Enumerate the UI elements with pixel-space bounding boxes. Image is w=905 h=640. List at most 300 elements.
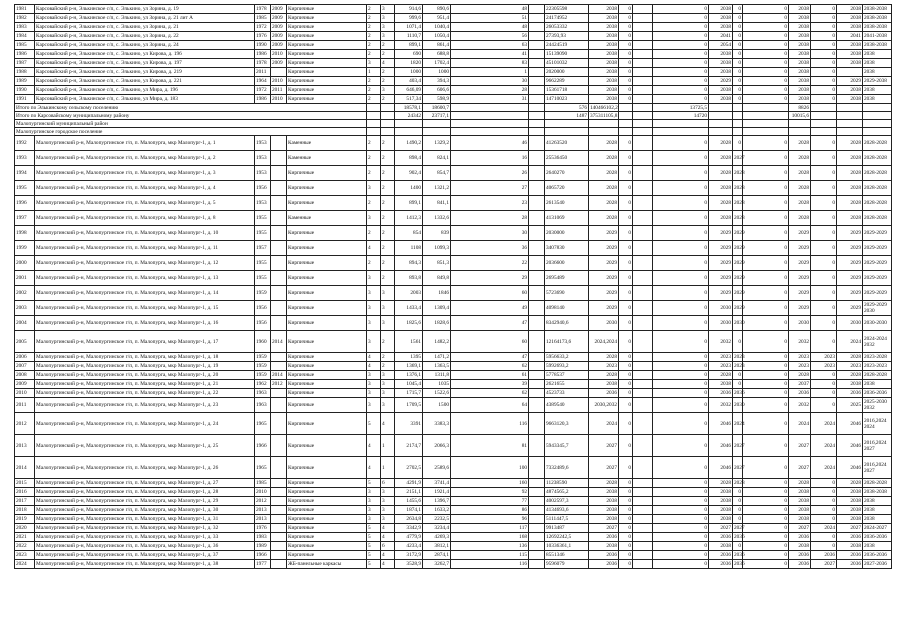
table-cell: 0 xyxy=(653,353,709,362)
table-cell xyxy=(633,331,653,353)
table-cell: 2027 xyxy=(709,524,733,533)
table-cell: 2029 xyxy=(709,286,733,301)
table-cell: Малопургинский р-н, Малопургинское г/п, п. Малопурга, мкр Малопург-1, д. 20 xyxy=(35,371,255,380)
table-cell: 2028 xyxy=(709,181,733,196)
table-cell: Кирпичные xyxy=(287,524,367,533)
table-cell: 2009 xyxy=(271,23,287,32)
table-cell: Кирпичные xyxy=(287,68,367,77)
table-cell xyxy=(395,128,423,136)
table-cell: 2029 xyxy=(789,241,811,256)
table-cell: 1962 xyxy=(255,380,271,389)
table-cell: 2028 xyxy=(589,166,619,181)
table-cell: 1110,7 xyxy=(395,32,423,41)
table-cell: 2038 xyxy=(589,5,619,14)
table-cell: 2029-2029 xyxy=(863,271,892,286)
table-cell: 2024 xyxy=(811,524,837,533)
table-cell: 2028 xyxy=(589,151,619,166)
table-cell xyxy=(271,226,287,241)
table-cell: Малопургинский р-н, Малопургинское г/п, п. Малопурга, мкр Малопург-1, д. 24 xyxy=(35,413,255,435)
table-cell: 0 xyxy=(743,457,789,479)
table-cell: 2010 xyxy=(271,95,287,104)
table-cell: 0 xyxy=(619,398,633,413)
table-cell: 81 xyxy=(451,435,529,457)
table-cell: 14710023 xyxy=(545,95,589,104)
table-cell: 16 xyxy=(451,151,529,166)
table-cell: 861,4 xyxy=(423,41,451,50)
table-cell: 2038 xyxy=(589,488,619,497)
table-cell: 0 xyxy=(811,506,837,515)
table-cell: 1490,2 xyxy=(395,136,423,151)
table-cell: 3 xyxy=(381,23,395,32)
table-cell: Каменные xyxy=(287,211,367,226)
table-cell: 2038 xyxy=(863,542,892,551)
table-cell xyxy=(529,533,545,542)
table-cell: 598,9 xyxy=(423,95,451,104)
table-cell: 688,8 xyxy=(423,50,451,59)
table-cell xyxy=(811,120,837,128)
table-cell: 0 xyxy=(653,506,709,515)
table-cell: 0 xyxy=(619,86,633,95)
table-row xyxy=(15,256,892,271)
table-cell: 1921,4 xyxy=(423,488,451,497)
table-cell xyxy=(529,515,545,524)
table-cell: 1956 xyxy=(255,301,271,316)
table-cell: 394,3 xyxy=(423,77,451,86)
table-cell: 2174,7 xyxy=(395,435,423,457)
table-cell: 12692242,5 xyxy=(545,533,589,542)
table-cell: 2038 xyxy=(589,59,619,68)
table-cell xyxy=(529,41,545,50)
table-cell xyxy=(633,166,653,181)
table-cell xyxy=(837,128,863,136)
table-cell: 0 xyxy=(743,256,789,271)
table-cell xyxy=(633,50,653,59)
table-cell: 2024-2027 xyxy=(863,524,892,533)
table-cell: 4523733 xyxy=(545,389,589,398)
table-cell xyxy=(633,389,653,398)
table-cell xyxy=(837,120,863,128)
table-cell: 23717,1 xyxy=(423,112,451,120)
table-cell xyxy=(633,151,653,166)
table-cell: 1633,2 xyxy=(423,506,451,515)
table-cell: 0 xyxy=(811,479,837,488)
table-cell: Кирпичные xyxy=(287,23,367,32)
table-cell: 1986 xyxy=(15,50,35,59)
table-cell: 2021 xyxy=(15,533,35,542)
table-cell: 0 xyxy=(619,560,633,569)
table-cell: 0 xyxy=(743,398,789,413)
table-row xyxy=(15,136,892,151)
table-cell: 2012 xyxy=(271,380,287,389)
table-cell: 0 xyxy=(811,497,837,506)
table-cell: 2028 xyxy=(837,479,863,488)
table-cell xyxy=(271,551,287,560)
table-cell: 3 xyxy=(381,398,395,413)
table-cell: 2038 xyxy=(589,497,619,506)
table-cell: 2038 xyxy=(709,50,733,59)
table-cell: 1987 xyxy=(15,59,35,68)
table-cell: 2 xyxy=(381,196,395,211)
table-cell: 2036 xyxy=(837,560,863,569)
table-cell: 2028 xyxy=(837,353,863,362)
table-cell: 0 xyxy=(743,560,789,569)
table-cell: 1965 xyxy=(255,413,271,435)
table-cell xyxy=(529,398,545,413)
table-cell: 0 xyxy=(743,435,789,457)
table-cell: Кирпичные xyxy=(287,542,367,551)
table-cell: Итого по Элькинскому сельскому поселению xyxy=(15,104,367,112)
table-cell: 1045,4 xyxy=(395,380,423,389)
table-cell: Малопургинский р-н, Малопургинское г/п, п. Малопурга, мкр Малопург-1, д. 18 xyxy=(35,353,255,362)
table-cell xyxy=(423,128,451,136)
table-cell: 2038 xyxy=(589,14,619,23)
table-cell: 2 xyxy=(381,256,395,271)
table-cell: 2013 xyxy=(255,506,271,515)
table-cell: 2028 xyxy=(733,166,743,181)
table-cell: 2009 xyxy=(271,14,287,23)
table-cell: 0 xyxy=(653,151,709,166)
table-row xyxy=(15,151,892,166)
table-cell: 0 xyxy=(743,241,789,256)
table-cell: 2029 xyxy=(837,301,863,316)
table-cell xyxy=(381,104,395,112)
table-cell: 2 xyxy=(367,41,381,50)
table-cell: 30 xyxy=(451,226,529,241)
table-cell: 517,34 xyxy=(395,95,423,104)
table-cell: 0 xyxy=(619,68,633,77)
table-cell: 0 xyxy=(619,50,633,59)
table-cell: Карсовайский р-н, Элькинское с/п, с. Элькино, ул Зорина, д. 21 лит А xyxy=(35,14,255,23)
table-cell: 2 xyxy=(381,271,395,286)
table-cell: 0 xyxy=(619,488,633,497)
table-cell: 2030,2032 xyxy=(589,398,619,413)
table-cell: 45101032 xyxy=(545,59,589,68)
table-cell: 1482,2 xyxy=(423,331,451,353)
table-cell xyxy=(633,14,653,23)
table-cell: 3 xyxy=(367,389,381,398)
table-cell: 0 xyxy=(743,77,789,86)
table-cell xyxy=(529,32,545,41)
table-cell: 2046 xyxy=(837,413,863,435)
table-cell: Кирпичные xyxy=(287,14,367,23)
table-cell: 2028 xyxy=(709,166,733,181)
table-cell: Кирпичные xyxy=(287,95,367,104)
table-cell: 3 xyxy=(381,86,395,95)
table-cell xyxy=(395,120,423,128)
table-cell: 2038 xyxy=(589,95,619,104)
table-cell: 0 xyxy=(811,95,837,104)
table-cell: Малопургинский р-н, Малопургинское г/п, п. Малопурга, мкр Малопург-1, д. 10 xyxy=(35,226,255,241)
table-cell: 1985 xyxy=(255,479,271,488)
table-cell xyxy=(633,271,653,286)
table-row xyxy=(15,479,892,488)
table-row xyxy=(15,77,892,86)
table-cell: 0 xyxy=(653,23,709,32)
table-cell: 0 xyxy=(811,488,837,497)
table-row xyxy=(15,435,892,457)
table-cell xyxy=(619,112,633,120)
table-cell xyxy=(271,398,287,413)
table-cell: 2023 xyxy=(734,354,745,360)
table-cell: 1000 xyxy=(423,68,451,77)
table-cell xyxy=(529,68,545,77)
table-cell xyxy=(381,128,395,136)
table-cell: 2038-2038 xyxy=(863,488,892,497)
table-cell: 4 xyxy=(381,533,395,542)
table-cell: 3 xyxy=(367,380,381,389)
table-cell: 2036 xyxy=(589,551,619,560)
table-cell: 2 xyxy=(381,166,395,181)
table-cell xyxy=(545,128,589,136)
table-cell: 0 xyxy=(619,457,633,479)
table-cell: 0 xyxy=(733,488,743,497)
table-cell: 1433,4 xyxy=(395,301,423,316)
table-cell: Малопургинский р-н, Малопургинское г/п, п. Малопурга, мкр Малопург-1, д. 26 xyxy=(35,457,255,479)
table-cell: Малопургинский р-н, Малопургинское г/п, п. Малопурга, мкр Малопург-1, д. 2 xyxy=(35,151,255,166)
table-cell: 2029 xyxy=(589,226,619,241)
table-cell: 2 xyxy=(367,86,381,95)
table-cell: 4 xyxy=(381,551,395,560)
table-cell xyxy=(529,196,545,211)
table-cell: 2702,5 xyxy=(395,457,423,479)
table-cell: 9596079 xyxy=(545,560,589,569)
table-cell: 2038 xyxy=(789,77,811,86)
table-cell: 22 xyxy=(451,256,529,271)
table-cell: 0 xyxy=(743,515,789,524)
table-cell: 11238590 xyxy=(545,479,589,488)
table-cell: 5 xyxy=(367,533,381,542)
table-cell: 576 xyxy=(545,104,589,112)
table-cell: 2020000 xyxy=(545,68,589,77)
table-cell: 2 xyxy=(381,41,395,50)
table-cell: 690 xyxy=(395,50,423,59)
table-cell: 2038 xyxy=(709,497,733,506)
table-cell: 0 xyxy=(653,497,709,506)
table-cell xyxy=(633,371,653,380)
table-cell xyxy=(529,506,545,515)
table-cell xyxy=(529,112,545,120)
table-cell: 2027 xyxy=(789,457,811,479)
table-cell: Кирпичные xyxy=(287,398,367,413)
table-cell: 2028 xyxy=(709,211,733,226)
table-cell: 1953 xyxy=(255,136,271,151)
table-cell: 0 xyxy=(653,181,709,196)
table-cell: 2038 xyxy=(789,506,811,515)
table-cell xyxy=(633,196,653,211)
table-cell xyxy=(633,286,653,301)
table-cell: 2029 xyxy=(709,226,733,241)
table-cell: 1998 xyxy=(15,226,35,241)
table-row xyxy=(15,181,892,196)
table-row xyxy=(15,32,892,41)
table-cell: 1820 xyxy=(395,59,423,68)
table-cell: 0 xyxy=(619,542,633,551)
table-cell: 2016,2024 2027 xyxy=(863,457,892,479)
table-cell: 5778537 xyxy=(545,371,589,380)
table-cell: 2008 xyxy=(15,371,35,380)
table-cell: 1986 xyxy=(255,95,271,104)
table-cell: 2036 xyxy=(837,551,863,560)
table-cell xyxy=(589,120,619,128)
table-cell: 1376,1 xyxy=(395,371,423,380)
table-cell: 2020 xyxy=(15,524,35,533)
document-page xyxy=(14,4,891,569)
table-cell: 2038 xyxy=(589,68,619,77)
table-cell: 3 xyxy=(381,506,395,515)
table-cell xyxy=(709,112,733,120)
table-cell: 1956 xyxy=(255,181,271,196)
table-cell: 4779,9 xyxy=(395,533,423,542)
table-cell: 2038 xyxy=(709,68,733,77)
table-cell: 0 xyxy=(743,479,789,488)
table-cell: 1 xyxy=(381,457,395,479)
table-cell: 0 xyxy=(733,50,743,59)
table-cell: Малопургинский р-н, Малопургинское г/п, п. Малопурга, мкр Малопург-1, д. 1 xyxy=(35,136,255,151)
table-cell: 3391 xyxy=(395,413,423,435)
table-cell: 2010 xyxy=(15,389,35,398)
table-cell: 0 xyxy=(653,380,709,389)
table-cell: 1395 xyxy=(395,353,423,362)
table-cell: 2029-2029 2030 xyxy=(863,301,892,316)
table-cell: 2010 xyxy=(271,50,287,59)
table-cell: 0 xyxy=(653,32,709,41)
table-cell: 2038 xyxy=(789,59,811,68)
table-cell xyxy=(653,128,709,136)
table-cell: 0 xyxy=(653,371,709,380)
table-cell: 0 xyxy=(619,413,633,435)
table-cell: 2028 xyxy=(589,371,619,380)
table-cell: 2036 xyxy=(709,389,733,398)
table-cell: 2029-2029 xyxy=(863,226,892,241)
table-cell: 2066,3 xyxy=(423,435,451,457)
table-cell xyxy=(589,128,619,136)
table-row xyxy=(15,86,892,95)
table-cell: 0 xyxy=(653,59,709,68)
table-cell xyxy=(633,457,653,479)
table-cell: 893,8 xyxy=(395,271,423,286)
table-cell: 2010 xyxy=(255,488,271,497)
table-cell: 0 xyxy=(619,479,633,488)
table-cell: 0 xyxy=(619,435,633,457)
table-cell: 5 xyxy=(367,479,381,488)
table-cell: 0 xyxy=(811,241,837,256)
table-cell xyxy=(451,120,529,128)
table-cell: 2038 xyxy=(589,86,619,95)
table-cell xyxy=(619,128,633,136)
table-cell: 0 xyxy=(733,497,743,506)
table-cell: 0 xyxy=(653,560,709,569)
table-cell: 2038 xyxy=(789,5,811,14)
table-cell: 2029-2029 xyxy=(863,286,892,301)
table-cell: 2041-2038 xyxy=(863,32,892,41)
table-cell: 1 xyxy=(451,68,529,77)
table-cell: 2038 xyxy=(863,50,892,59)
table-cell: Кирпичные xyxy=(287,551,367,560)
table-cell xyxy=(381,120,395,128)
table-cell xyxy=(529,23,545,32)
table-cell xyxy=(529,389,545,398)
table-cell: 2024 xyxy=(733,413,743,435)
table-cell: 0 xyxy=(619,41,633,50)
table-cell: 0 xyxy=(811,226,837,241)
table-cell: 1986 xyxy=(255,50,271,59)
table-cell xyxy=(619,104,633,112)
table-cell: 3383,3 xyxy=(423,413,451,435)
table-cell: Кирпичные xyxy=(287,435,367,457)
table-cell: 2023 xyxy=(811,353,837,362)
table-cell: 899,1 xyxy=(395,41,423,50)
table-cell: 13725,5 xyxy=(653,104,709,112)
table-cell: 2023 xyxy=(709,353,733,362)
table-cell: 2028 xyxy=(837,371,863,380)
table-cell: 0 xyxy=(743,497,789,506)
table-cell: 2038 xyxy=(837,506,863,515)
table-cell: 0 xyxy=(743,95,789,104)
table-row xyxy=(15,331,892,353)
table-cell: 1099,3 xyxy=(423,241,451,256)
table-cell: 0 xyxy=(653,533,709,542)
table-cell: 2028-2028 xyxy=(863,211,892,226)
table-cell: 1363,5 xyxy=(423,362,451,371)
table-cell: 0 xyxy=(733,23,743,32)
table-cell: 2024 xyxy=(811,457,837,479)
table-cell: 2029 xyxy=(733,301,743,316)
table-cell: 5956633,2 xyxy=(545,353,589,362)
table-cell: 46 xyxy=(451,136,529,151)
table-cell xyxy=(811,104,837,112)
table-cell: 0 xyxy=(619,181,633,196)
table-cell: 18600,7 xyxy=(423,104,451,112)
table-cell: 2041 xyxy=(709,32,733,41)
table-cell: 0 xyxy=(619,515,633,524)
table-row xyxy=(15,271,892,286)
table-cell: 2024-2024 2032 xyxy=(863,331,892,353)
table-cell: 1487 xyxy=(545,112,589,120)
table-cell: 0 xyxy=(811,5,837,14)
table-cell: 2 xyxy=(367,32,381,41)
table-cell xyxy=(633,353,653,362)
table-cell: 2 xyxy=(367,50,381,59)
table-cell: 2036600 xyxy=(545,256,589,271)
table-cell: Кирпичные xyxy=(287,226,367,241)
table-cell: 1983 xyxy=(15,23,35,32)
table-cell: 2029 xyxy=(709,271,733,286)
table-cell: 0 xyxy=(733,371,743,380)
table-cell: 1332,6 xyxy=(423,211,451,226)
table-cell: 5 xyxy=(367,413,381,435)
table-cell: Карсовайский р-н, Элькинское с/п, с. Элькино, ул Кирова, д. 219 xyxy=(35,68,255,77)
table-cell: 2028 xyxy=(709,479,733,488)
table-cell: 2028-2028 xyxy=(863,166,892,181)
table-cell: 2030 xyxy=(789,316,811,331)
table-cell: 0 xyxy=(743,413,789,435)
table-cell: 0 xyxy=(733,68,743,77)
table-cell: 3 xyxy=(367,488,381,497)
table-cell: Кирпичные xyxy=(287,479,367,488)
table-cell: 2038 xyxy=(709,542,733,551)
table-cell: 2029 xyxy=(733,226,743,241)
table-cell xyxy=(529,301,545,316)
table-cell: 1972 xyxy=(255,23,271,32)
table-cell xyxy=(529,50,545,59)
table-cell: Кирпичные xyxy=(287,196,367,211)
table-cell: 1964 xyxy=(255,77,271,86)
table-cell: 2027 xyxy=(733,457,743,479)
table-cell: 3 xyxy=(381,32,395,41)
table-cell: Кирпичные xyxy=(287,5,367,14)
table-cell: 5992693,2 xyxy=(545,362,589,371)
table-cell: 2028 xyxy=(589,353,619,362)
